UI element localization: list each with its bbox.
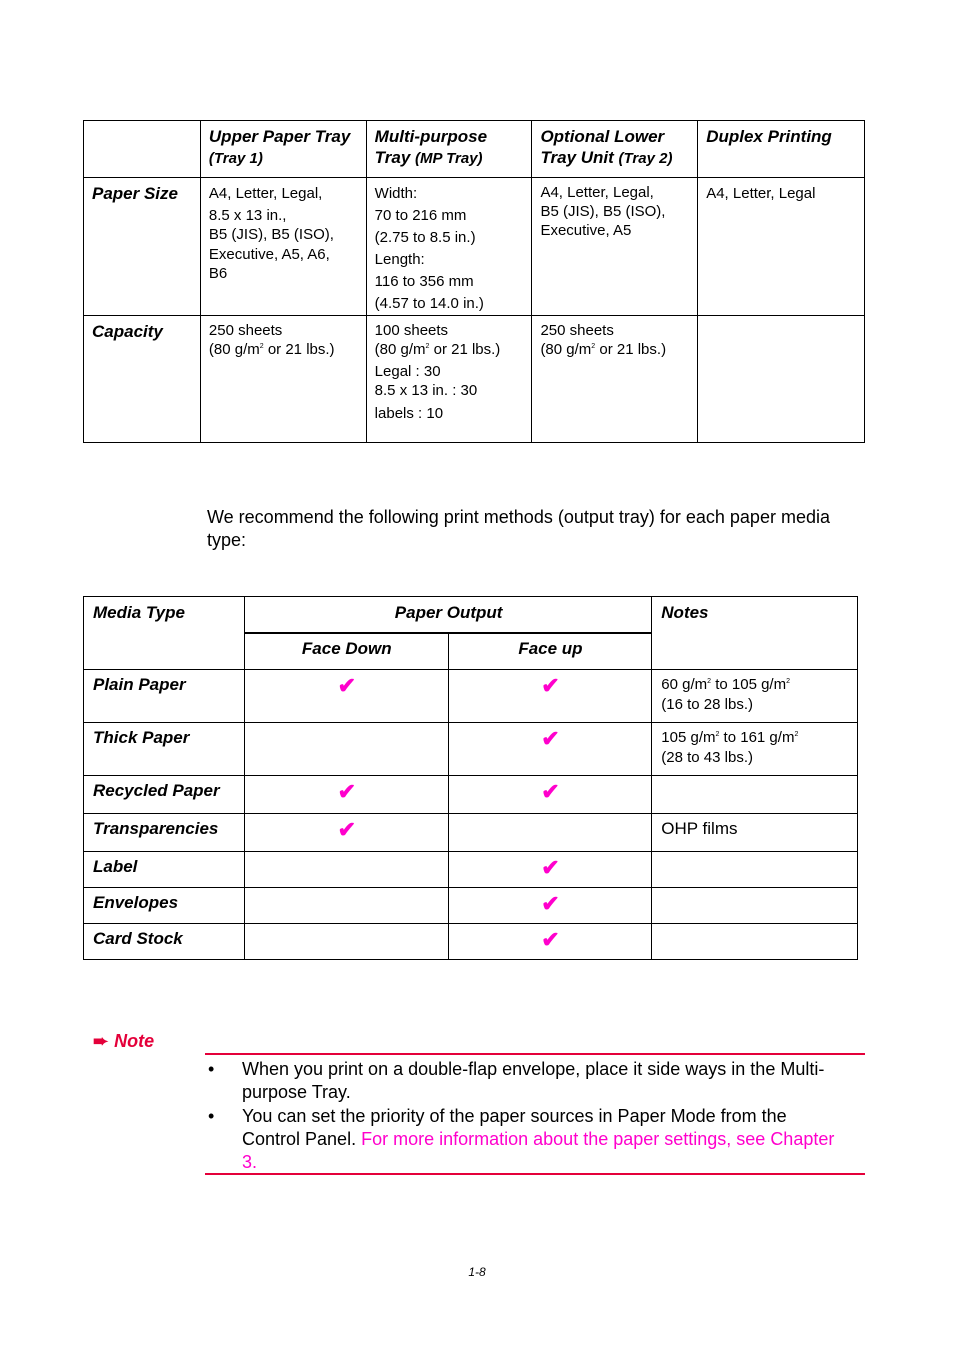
header-upper-tray	[200, 121, 366, 178]
table-row	[84, 776, 858, 814]
superscript: 2	[786, 678, 790, 685]
note-heading	[93, 1031, 154, 1052]
cell-line: B5 (JIS), B5 (ISO),	[540, 203, 666, 220]
cell-line: 116 to 356 mm	[374, 273, 474, 290]
capacity-lower	[532, 316, 698, 443]
note-bullets	[205, 1058, 845, 1175]
empty-cell	[652, 852, 858, 888]
cell-line: 8.5 x 13 in. : 30	[374, 382, 478, 399]
table-row	[84, 852, 858, 888]
cell-line: 250 sheets	[208, 322, 283, 339]
table-row	[84, 888, 858, 924]
empty-cell	[244, 852, 448, 888]
cell-line: 70 to 216 mm	[374, 207, 467, 224]
header-main: Duplex Printing	[706, 127, 832, 146]
table-row	[84, 670, 858, 723]
weight-text: (80 g/m	[208, 341, 260, 358]
header-face-down: Face Down	[244, 633, 448, 670]
arrow-icon: ➨	[93, 1031, 109, 1051]
empty-cell	[244, 924, 448, 960]
header-duplex	[698, 121, 865, 178]
check-icon: ✔	[448, 888, 652, 924]
media-note	[652, 670, 858, 723]
table-row	[84, 723, 858, 776]
note-line	[661, 675, 849, 695]
header-sub: (Tray 1)	[208, 150, 263, 167]
note-title-text: Note	[114, 1031, 155, 1051]
header-notes: Notes	[652, 597, 858, 670]
note-top-rule	[205, 1053, 865, 1055]
superscript: 2	[794, 731, 799, 738]
superscript: 2	[425, 343, 430, 350]
cell-line: Width:	[374, 185, 418, 202]
table-row	[84, 178, 865, 316]
cell-line: labels : 10	[374, 405, 444, 422]
table-row	[84, 924, 858, 960]
note-line	[661, 728, 849, 748]
header-paper-output: Paper Output	[244, 597, 651, 634]
superscript: 2	[259, 343, 264, 350]
superscript: 2	[591, 343, 596, 350]
header-media-type: Media Type	[84, 597, 245, 670]
media-label: Recycled Paper	[84, 776, 245, 814]
header-mp-tray	[366, 121, 532, 178]
media-label: Thick Paper	[84, 723, 245, 776]
paper-size-duplex	[698, 178, 865, 316]
note-text: 105 g/m	[661, 729, 716, 746]
paper-size-upper	[200, 178, 366, 316]
note-line: (28 to 43 lbs.)	[661, 749, 753, 766]
intro-paragraph: We recommend the following print methods (output tray) for each paper media type:	[207, 507, 830, 550]
bullet-icon: •	[208, 1106, 215, 1126]
row-label-capacity: Capacity	[84, 316, 201, 443]
cell-line: 250 sheets	[540, 322, 614, 339]
table-header-row	[84, 121, 865, 178]
check-icon: ✔	[448, 924, 652, 960]
empty-cell	[244, 723, 448, 776]
cell-line: Executive, A5, A6,	[208, 246, 330, 263]
cell-line: A4, Letter, Legal	[706, 185, 816, 202]
cell-line: (2.75 to 8.5 in.)	[374, 229, 476, 246]
cell-line: Length:	[374, 251, 425, 268]
paper-source-table	[83, 120, 865, 443]
media-output-table	[83, 596, 858, 960]
cell-line	[540, 340, 689, 359]
empty-cell	[652, 888, 858, 924]
note-text: to 161 g/m	[719, 729, 795, 746]
table-row	[84, 316, 865, 443]
check-icon: ✔	[448, 723, 652, 776]
empty-cell	[652, 924, 858, 960]
cell-line	[209, 340, 358, 359]
bullet-icon: •	[208, 1059, 215, 1079]
chapter-reference-link[interactable]: For more information about the paper settings, see Chapter 3.	[242, 1129, 835, 1172]
check-icon: ✔	[244, 814, 448, 852]
cell-line: 8.5 x 13 in.,	[208, 207, 287, 224]
empty-cell	[244, 888, 448, 924]
header-sub: (MP Tray)	[415, 150, 483, 167]
cell-line	[375, 340, 524, 359]
paper-size-mp	[366, 178, 532, 316]
note-text: to 105 g/m	[711, 676, 787, 693]
cell-line: B5 (JIS), B5 (ISO),	[208, 226, 334, 243]
note-bottom-rule	[205, 1173, 865, 1175]
media-label: Label	[84, 852, 245, 888]
cell-line: Executive, A5	[540, 222, 632, 239]
weight-text: or 21 lbs.)	[263, 341, 335, 358]
empty-cell	[448, 814, 652, 852]
check-icon: ✔	[448, 852, 652, 888]
superscript: 2	[707, 678, 712, 685]
capacity-duplex	[698, 316, 865, 443]
media-label: Transparencies	[84, 814, 245, 852]
table-row	[84, 814, 858, 852]
header-main: Optional Lower Tray Unit	[540, 127, 665, 167]
bullet-text: When you print on a double-flap envelope, place it side ways in the Multi-purpose Tray.	[242, 1059, 825, 1102]
note-bullet	[205, 1105, 845, 1174]
table-header-row	[84, 597, 858, 634]
media-label: Envelopes	[84, 888, 245, 924]
weight-text: or 21 lbs.)	[595, 341, 667, 358]
media-note	[652, 723, 858, 776]
check-icon: ✔	[244, 776, 448, 814]
check-icon: ✔	[448, 670, 652, 723]
media-label: Card Stock	[84, 924, 245, 960]
cell-line: 100 sheets	[374, 322, 449, 339]
empty-cell	[652, 776, 858, 814]
check-icon: ✔	[448, 776, 652, 814]
header-main: Multi-purpose Tray	[374, 127, 488, 167]
weight-text: (80 g/m	[540, 341, 592, 358]
cell-line: A4, Letter, Legal,	[540, 184, 654, 201]
superscript: 2	[715, 731, 720, 738]
header-sub: (Tray 2)	[618, 150, 673, 167]
cell-line: A4, Letter, Legal,	[208, 185, 323, 202]
header-main: Upper Paper Tray	[208, 127, 351, 146]
capacity-mp	[366, 316, 532, 443]
note-bullet	[205, 1058, 845, 1104]
media-note: OHP films	[652, 814, 858, 852]
row-label-paper-size: Paper Size	[84, 178, 201, 316]
page-number: 1-8	[468, 1265, 486, 1279]
weight-text: (80 g/m	[374, 341, 426, 358]
paper-size-lower	[532, 178, 698, 316]
weight-text: or 21 lbs.)	[429, 341, 501, 358]
media-label: Plain Paper	[84, 670, 245, 723]
cell-line: Legal : 30	[374, 363, 441, 380]
capacity-upper	[200, 316, 366, 443]
note-text: 60 g/m	[661, 676, 708, 693]
empty-header-cell	[84, 121, 201, 178]
bullet-text: You can set the priority of the paper sources in Paper Mode from the Control Panel.	[242, 1106, 787, 1149]
check-icon: ✔	[244, 670, 448, 723]
header-face-up: Face up	[448, 633, 652, 670]
note-line: (16 to 28 lbs.)	[661, 696, 753, 713]
cell-line: B6	[208, 265, 228, 282]
header-lower-tray	[532, 121, 698, 178]
cell-line: (4.57 to 14.0 in.)	[374, 295, 484, 312]
